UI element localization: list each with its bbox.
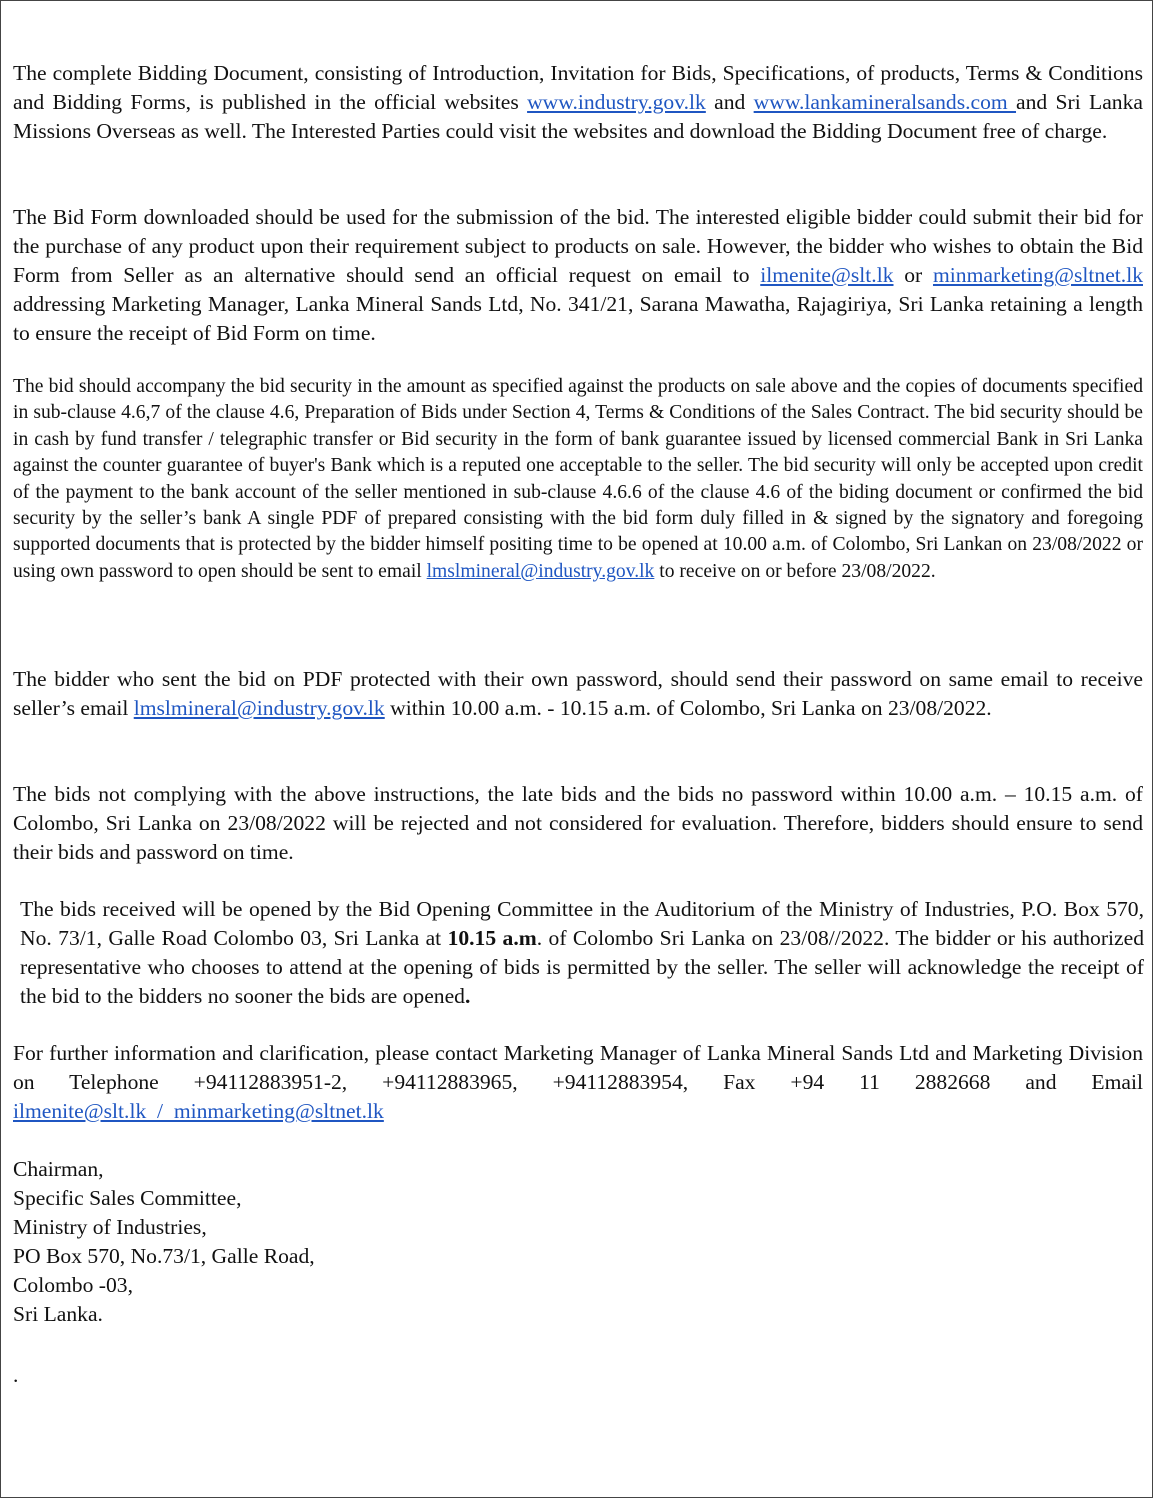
p3-text-b: to receive on or before 23/08/2022.: [654, 560, 936, 582]
p2-text-b: or: [893, 263, 933, 287]
p4-text-a: The bidder who sent the bid on PDF protected with their own password, should send their password on same email to receive seller’s email: [13, 667, 1143, 720]
email-link-lmslmineral[interactable]: lmslmineral@industry.gov.lk: [426, 560, 655, 582]
email-link-minmarketing[interactable]: minmarketing@sltnet.lk: [932, 263, 1143, 287]
p1-text-c: and Sri Lanka Missions Overseas as well. The Interested Parties could visit the websites and download the Bidding Document free of charge.: [13, 90, 1143, 143]
p3-text-a: The bid should accompany the bid security in the amount as specified against the products on sale above and the copies of documents specified in sub-clause 4.6,7 of the clause 4.6, Preparation of Bids under Section 4, Terms & Conditions of the Sales Contract. The bid security should be in cash by fund transfer / telegraphic transfer or Bid security in the form of bank guarantee issued by licensed commercial Bank in Sri Lanka against the counter guarantee of buyer's Bank which is a reputed one acceptable to the seller. The bid security will only be accepted upon credit of the payment to the bank account of the seller mentioned in sub-clause 4.6.6 of the clause 4.6 of the biding document or confirmed the bid security by the seller’s bank A single PDF of prepared consisting with the bid form duly filled in & signed by the signatory and foregoing supported documents that is protected by the bidder himself positing time to be opened at 10.00 a.m. of Colombo, Sri Lankan on 23/08/2022 or using own password to open should be sent to email: [13, 376, 1143, 582]
signature-block: [13, 1155, 315, 1329]
p5-text: The bids not complying with the above instructions, the late bids and the bids no password within 10.00 a.m. – 10.15 a.m. of Colombo, Sri Lanka on 23/08/2022 will be rejected and not considered for evaluation. Therefore, bidders should ensure to send their bids and password on time.: [13, 782, 1143, 864]
p6-text-b: . of Colombo Sri Lanka on 23/08//2022. The bidder or his authorized representative who chooses to attend at the opening of bids is permitted by the seller. The seller will acknowledge the receipt of the bid to the bidders no sooner the bids are opened: [20, 926, 1144, 1008]
p6-text-a: The bids received will be opened by the Bid Opening Committee in the Auditorium of the Ministry of Industries, P.O. Box 570, No. 73/1, Galle Road Colombo 03, Sri Lanka at: [20, 897, 1144, 950]
p6-bold-time: 10.15 a.m: [447, 926, 537, 950]
link-lankamineralsands[interactable]: www.lankamineralsands.com: [753, 90, 1017, 114]
paragraph-bid-opening: [20, 895, 1144, 1011]
paragraph-password: [13, 665, 1143, 723]
paragraph-rejection: [13, 780, 1143, 867]
p4-text-b: within 10.00 a.m. - 10.15 a.m. of Colombo, Sri Lanka on 23/08/2022.: [384, 696, 992, 720]
signature-line: Specific Sales Committee,: [13, 1186, 242, 1210]
link-industry-gov[interactable]: www.industry.gov.lk: [527, 90, 706, 114]
p1-text-b: and: [705, 90, 754, 114]
p7-text-a: For further information and clarification, please contact Marketing Manager of Lanka Mineral Sands Ltd and Marketing Division on Telephone +94112883951-2, +94112883965, +94112883954, Fax +94 11 2882668 and Email: [13, 1041, 1143, 1094]
signature-line: Chairman,: [13, 1157, 104, 1181]
signature-line: Sri Lanka.: [13, 1302, 103, 1326]
p2-text-c: addressing Marketing Manager, Lanka Mineral Sands Ltd, No. 341/21, Sarana Mawatha, Rajagiriya, Sri Lanka retaining a length to ensure the receipt of Bid Form on time.: [13, 292, 1143, 345]
paragraph-bidding-document: [13, 59, 1143, 146]
signature-line: PO Box 570, No.73/1, Galle Road,: [13, 1244, 315, 1268]
p6-bold-end: .: [464, 984, 471, 1008]
signature-line: Colombo -03,: [13, 1273, 133, 1297]
paragraph-bid-form: [13, 203, 1143, 348]
paragraph-contact: [13, 1039, 1143, 1126]
trailing-dot: .: [13, 1363, 19, 1387]
email-link-ilmenite[interactable]: ilmenite@slt.lk: [760, 263, 894, 287]
email-link-lmslmineral-2[interactable]: lmslmineral@industry.gov.lk: [133, 696, 385, 720]
p1-text-a: The complete Bidding Document, consisting of Introduction, Invitation for Bids, Specifications, of products, Terms & Conditions and Bidding Forms, is published in the official websites: [13, 61, 1143, 114]
email-links-contact[interactable]: ilmenite@slt.lk / minmarketing@sltnet.lk: [13, 1099, 384, 1123]
p2-text-a: The Bid Form downloaded should be used for the submission of the bid. The interested eligible bidder could submit their bid for the purchase of any product upon their requirement subject to products on sale. However, the bidder who wishes to obtain the Bid Form from Seller as an alternative should send an official request on email to: [13, 205, 1143, 287]
paragraph-bid-security: [13, 374, 1143, 585]
signature-line: Ministry of Industries,: [13, 1215, 207, 1239]
